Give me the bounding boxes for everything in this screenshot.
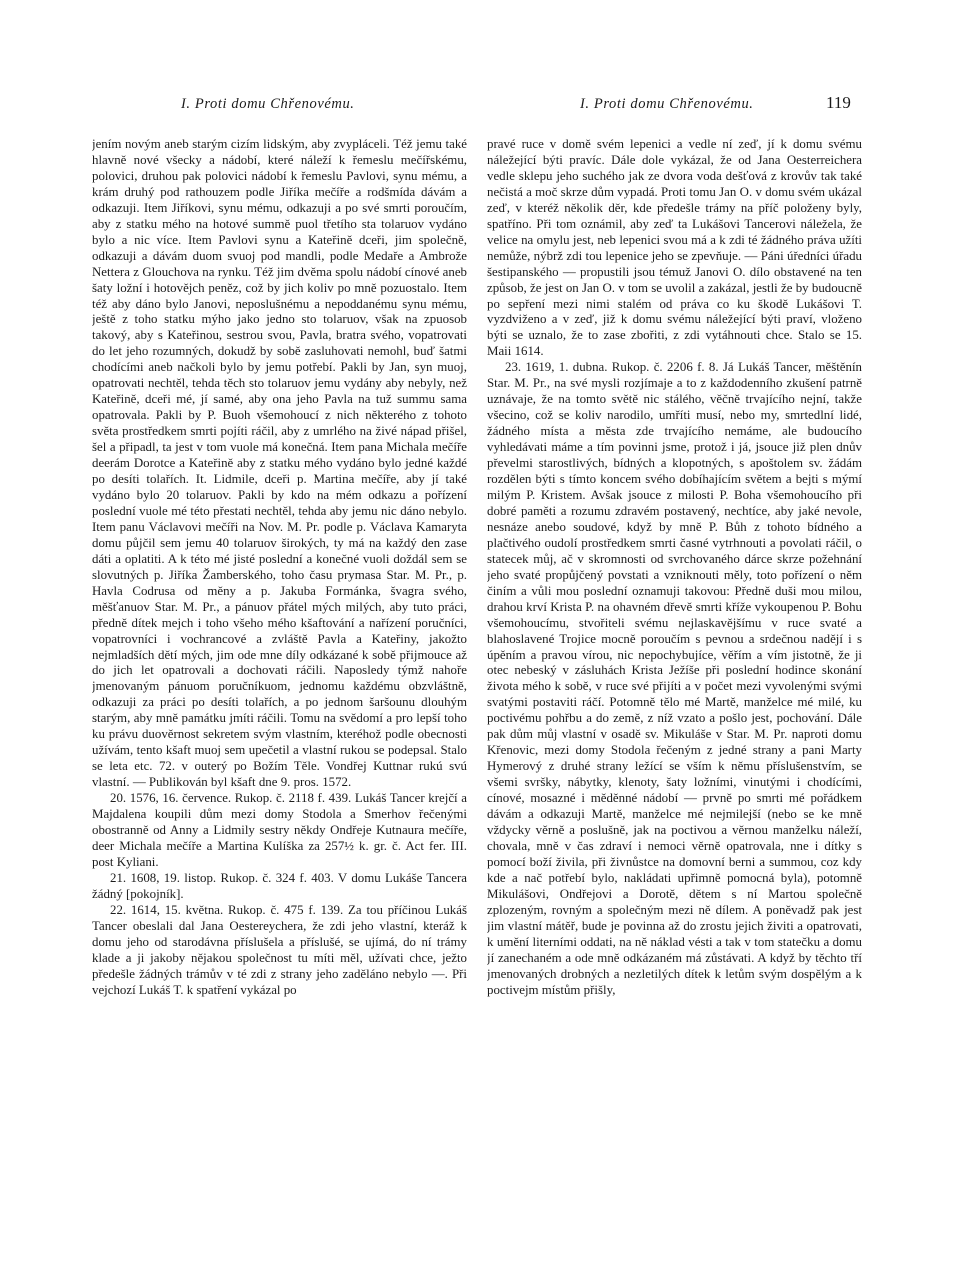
paragraph-testament-continuation: jením novým aneb starým cizím lidským, aby zvypláceli. Též jemu také hlavně nové všecky a nádobí, které náleží k řemeslu mečířskému, polovici, druhou pak polovici nádobí k řemeslu Pavlovi, synu mému, a krám druhý pod rathouzem podle Jiříka mečíře a rodšmída dávám a odkazuji. Item Jiříkovi, synu mému, odkazuji a po své smrti poroučím, aby z statku mého na hotové summě puol třetího sta tolaruov vydáno bylo a nic více. Item Pavlovi synu a Kateřině dceři, jim společně, odkazuji a dávám duom svuoj pod mandli, podle Medaře a Ambrože Nettera z Glouchova na rynku. Též jim dvěma spolu nádobí cínové aneb šaty ložní i hotovějch peněz, což by jich koliv po mně pozuostalo. Item též aby dáno bylo Janovi, neposlušnému a nepoddanému synu mému, ještě z toho statku mýho jako jedno sto tolaruov, však na zpuosob takový, aby s Kateřinou, sestrou svou, Pavla, bratra svého, vopatrovati do let jeho rozumných, dokudž by sobě zasluhovati nemohl, buď šatmi chodícími aneb načkoli bylo by jemu potřebí. Pakli by Jan, syn muoj, opatrovati nechtěl, tehda těch sto tolaruov jemu vydány aby nebyly, než Kateřině, dceři mé, jí samé, aby ona jeho Pavla na tuž summu sama opatrovala. Pakli by P. Buoh všemohoucí z nich některého z tohoto světa prostředkem smrti pojíti ráčil, aby z umrlého na živé nápad přišel, šel a připadl, ta jest v tom vuole má konečná. Item pana Michala mečíře deerám Dorotce a Kateřině aby z statku mého vydáno bylo jedné každé po desíti tolařích. It. Lidmile, dceři p. Martina mečíře, aby jí také vydáno bylo 20 tolaruov. Pakli by kdo na mém odkazu a pořízení poslední vuole mé této přestati nechtěl, tehda aby jemu nic dáno nebylo. Item panu Václavovi mečíři na Nov. M. Pr. podle p. Václava Kamaryta domu půjčil sem jemu 40 tolaruov širokých, ty má na každý den zase dáti a oplatiti. A k této mé jisté poslední a konečné vuoli doždál sem se slovutných p. Jiříka Žamberského, toho času prymasa Star. M. Pr., p. Havla Codrusa od měny a p. Jakuba Formánka, švagra svého, měšťanuov Star. M. Pr., a pánuov přátel mých milých, aby tuto práci, předně dítek mejch i toho všeho mého kšaftování a nařízení poručníci, vopatrovníci i vochrancové a zvláště Pavla a Kateřiny, jakožto nejmladších dětí mých, jim ode mne díly odkázané k sobě přijmouce až do jich let opatrovali a dochovati ráčili. Naposledy týmž nahoře jmenovaným pánuom poručníkuom, jednomu každému obzvláštně, odkazuji za práci po desíti tolařích, a po jednom šaršounu dlouhým starým, aby mně památku jmíti ráčili. Tomu na svědomí a pro lepší toho ku právu duověrnost sekretem svým vlastním, kteréhož podle obecnosti užívám, tento kšaft muoj sem upečetil a vlastní rukou se podepsal. Stalo se leta etc. 72. v outerý po Božím Těle. Vondřej Kuttnar rukú svú vlastní. — Publikován byl kšaft dne 9. pros. 1572.: [92, 137, 467, 790]
paragraph-entry-21: 21. 1608, 19. listop. Rukop. č. 324 f. 403. V domu Lukáše Tancera žádný [pokojník].: [92, 870, 467, 901]
running-title-left: I. Proti domu Chřenovému.: [181, 96, 355, 112]
running-title-right: I. Proti domu Chřenovému.: [580, 96, 754, 112]
paragraph-entry-22: 22. 1614, 15. května. Rukop. č. 475 f. 139. Za tou příčinou Lukáš Tancer obeslali dal Jana Oestereychera, že zdi jeho vlastní, kteráž k domu jeho od starodávna příslušela a příslušé, se ujímá, do ní trámy klade a ji jakoby nějakou společnost tu míti měl, užívati chce, ježto předešle žádných trámův v té zdi z strany jeho zaděláno nebylo —. Při vejchozí Lukáš T. k spatření vykázal po: [92, 902, 467, 997]
paragraph-entry-20: 20. 1576, 16. července. Rukop. č. 2118 f. 439. Lukáš Tancer krejčí a Majdalena koupili dům mezi domy Stodola a Smerhov řečenými obostranně od Anny a Lidmily sestry někdy Ondřeje Kutnaura mečíře, deer Michala mečíře a Martina Kulíška za 257½ k. gr. č. Act fer. III. post Kyliani.: [92, 791, 467, 869]
paragraph-entry-22-continuation: pravé ruce v domě svém lepenici a vedle ní zeď, jí k domu svému náležející býti pravíc. Dále dole vykázal, že od Jana Oesterreichera vedle sklepu jeho suchého jak ze dvora voda dešťová z krovův tak také nečistá a moč skrze dům vypadá. Proti tomu Jan O. v domu svém ukázal zeď, v kteréž několik děr, kde předešle trámy na příč položeny byly, spatříno. Při tom oznámil, aby zeď ta Lukášovi Tancerovi náležela, že velice na omylu jest, neb lepenici svou má a k zdi té žádného práva užíti nemůže, nýbrž zdi tou lepenice jeho se zpevňuje. — Páni úředníci úřadu šestipanského — propustili jsou témuž Janovi O. dílo obstavené na ten způsob, že jest on Jan O. v tom se uvolil a zakázal, jestli že by budoucně po sepření mezi nimi stalém od práva co ku škodě Lukášovi T. vyzdviženo a v zeď, již k domu svému náležející býti praví, vloženo býti se uznalo, že to zase zbořiti, z zdi vytáhnouti chce. Stalo se 15. Maii 1614.: [487, 137, 862, 359]
page-number: 119: [826, 93, 851, 112]
right-text-column: [487, 137, 862, 1197]
running-header: [0, 93, 960, 120]
paragraph-entry-23: 23. 1619, 1. dubna. Rukop. č. 2206 f. 8. Já Lukáš Tancer, měštěnín Star. M. Pr., na své mysli rozjímaje a to z každodenního zkušení patrně uznávaje, že na tomto světě nic stálého, věčně trvajícího nejní, takže všecino, což se koliv narodilo, umříti musí, nebo my, smrtedlní lidé, žádného místa a města zde trvajícího nemáme, ale budoucího vyhledávati máme a tím povinni jsme, protož i já, jsouce již plen dnův převelmi starostlivých, bídných a klopotných, s apoštolem sv. žádám rozdělen býti s tímto koncem svého dobíhajícím světem a bejti s mýmí milým P. Kristem. Avšak jsouce z milosti P. Boha všemohoucího při dobré paměti a rozumu zdravém postavený, nechtíce, aby jaké nevole, nesnáze anebo soudové, když by mně P. Bůh z tohoto bídného a plačtivého oudolí prostředkem smrti časné vytrhnouti a povolati ráčil, o statecek můj, ač v skromnosti od svrchovaného dárce skrze požehnání jeho svaté propůjčený povstati a vzniknouti měly, toto pořízení o něm činím a vůli mou poslední oznamuji takovou: Předně duši mou milou, drahou krví Krista P. na ohavném dřevě smrti kříže vykoupenou P. Bohu všemohoucímu, stvořiteli svému nejlaskavějšímu v ruce svaté a blahoslavené Trojice mocně poroučím s pevnou a srdečnou nadějí i s úpěním a pravou vírou, nic nepochybujíce, věřím a vím jistotně, že ji otec nebeský v zásluhách Krista Ježíše při poslední hodince skonání života mého k sobě, v ruce své přijíti a v počet mezi vyvolenými svými svatými postaviti ráčí. Potomně tělo mé Martě, manželce mé milé, ku poctivému pohřbu a do země, z níž vzato a pošlo jest, pochování. Dále pak dům můj vlastní v osadě sv. Mikuláše v Star. M. Pr. naproti domu Křenovic, mezi domy Stodola řečeným z jedné strany a pani Marty Hymerový z druhé strany ležící se vším k němu příslušenstvím, se všemi svršky, nábytky, klenoty, šaty ložními, vinutými i chodícími, cínové, mosazné i měděnné nádobí — prvně po smrti mé pořádkem dávám a odkazuji Martě, manželce mé nejmilejší (nebo se ke mně vždycky věrně a poslušně, jak na poctivou a věrnou manželku náleží, chovala, mně v čas zdraví i nemoci věrně opatrovala, nne i dítky s pomocí boží živila, při živnůstce na domovní berni a summou, coz kdy kde a nač potřebí bylo, nakládati upřimně pomocná byla), potomně Mikulášovi, Ondřejovi a Dorotě, dětem s ní Martou společně zplozeným, rovným a společným mezi ně dílem. A poněvadž pak jest jim vlastní mátěř, bude je povinna až do zrostu jejich živiti a opatrovati, k umění literními oddati, na ně náklad vésti a tak v tom statečku a domu jí zanechaném a ode mně odkázaném má zůstávati. A když by těchto tří jmenovaných drobných a nezletilých dítek k letům svým dospělým a k poctivejm místům přišly,: [487, 360, 862, 997]
left-text-column: [92, 137, 467, 1197]
